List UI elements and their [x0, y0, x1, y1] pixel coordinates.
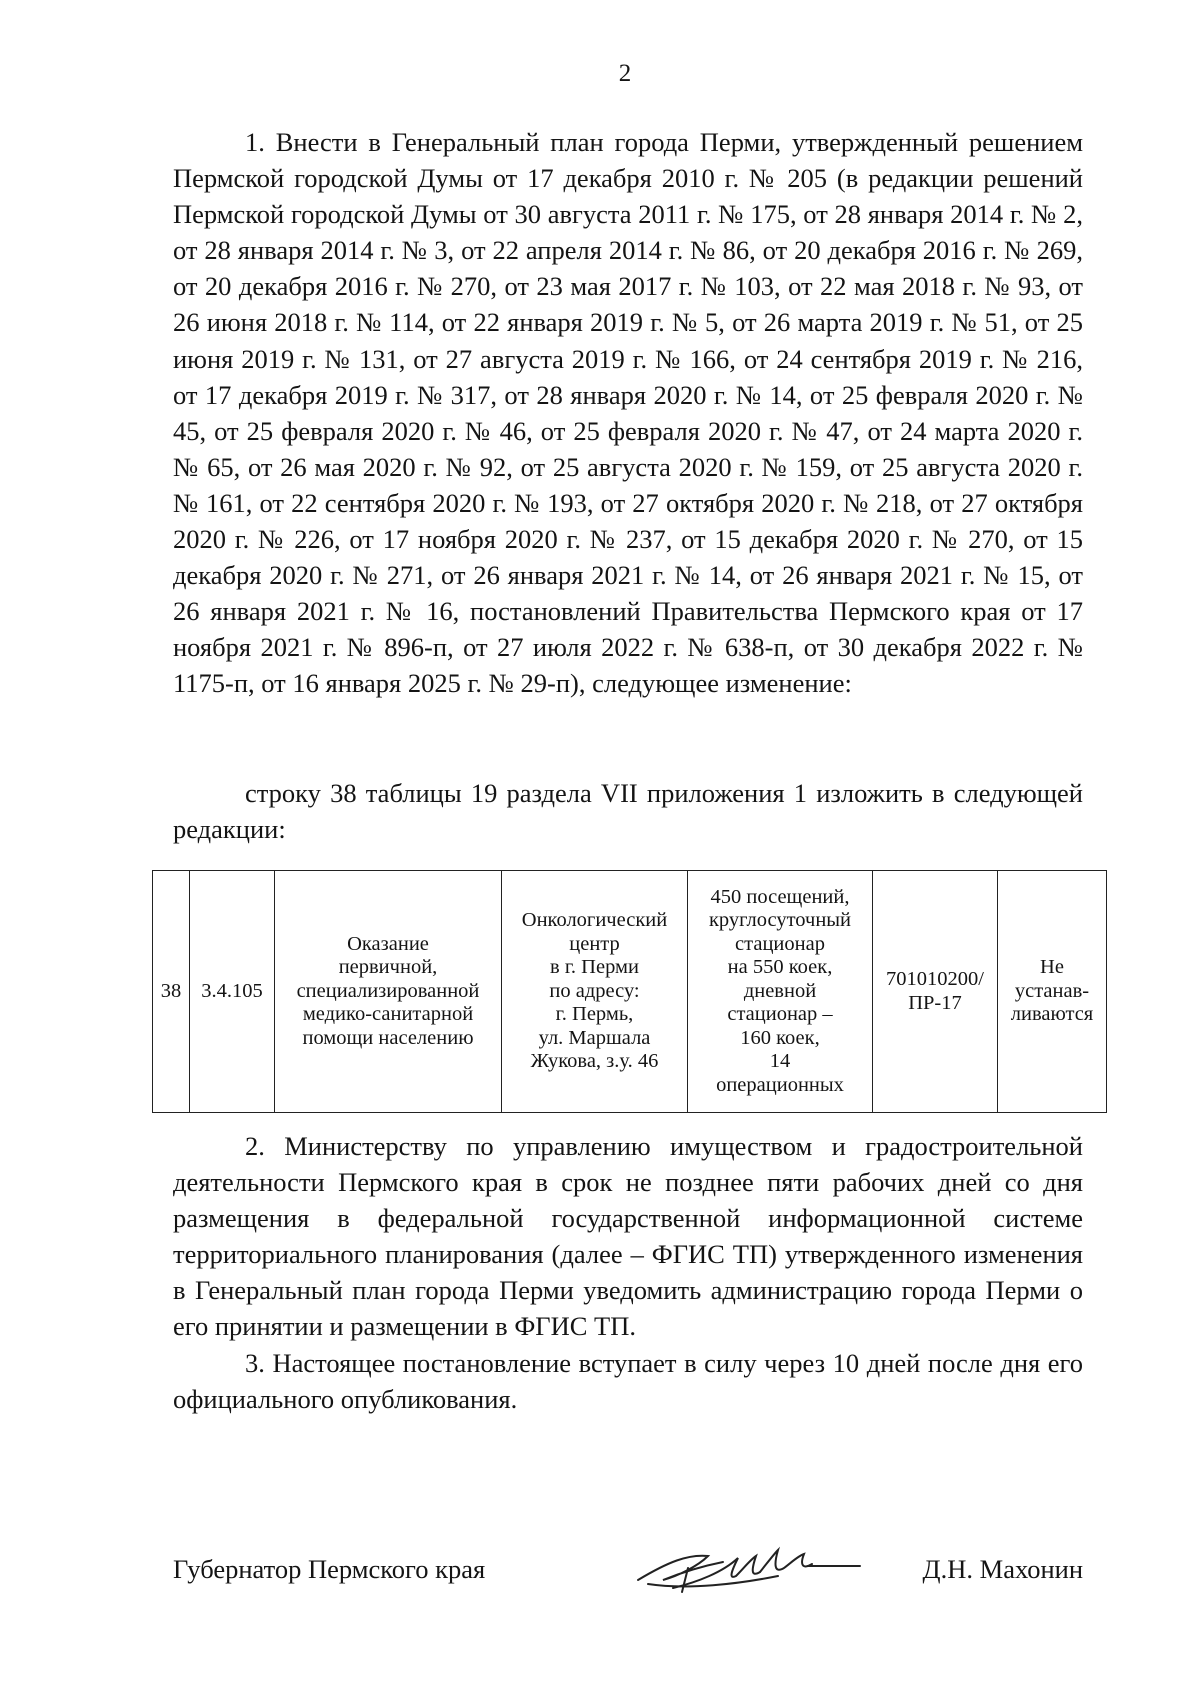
code-text: 3.4.105	[201, 979, 263, 1002]
page-number: 2	[618, 60, 632, 87]
paragraph-2-text: 2. Министерству по управлению имуществом и градостроительной деятельности Пермского края в срок не позднее пяти рабочих дней со дня размещения в федеральной государственной информационной системе территориального планирования (далее – ФГИС ТП) утвержденного изменения в Генеральный план города Перми уведомить администрацию города Перми о его принятии и размещении в ФГИС ТП.	[173, 1131, 1083, 1342]
paragraph-1-text: 1. Внести в Генеральный план города Перми, утвержденный решением Пермской городской Думы от 17 декабря 2010 г. № 205 (в редакции решений Пермской городской Думы от 30 августа 2011 г. № 175, от 28 января 2014 г. № 2, от 28 января 2014 г. № 3, от 22 апреля 2014 г. № 86, от 20 декабря 2016 г. № 269, от 20 декабря 2016 г. № 270, от 23 мая 2017 г. № 103, от 22 мая 2018 г. № 93, от 26 июня 2018 г. № 114, от 22 января 2019 г. № 5, от 26 марта 2019 г. № 51, от 25 июня 2019 г. № 131, от 27 августа 2019 г. № 166, от 24 сентября 2019 г. № 216, от 17 декабря 2019 г. № 317, от 28 января 2020 г. № 14, от 25 февраля 2020 г. № 45, от 25 февраля 2020 г. № 46, от 25 февраля 2020 г. № 47, от 24 марта 2020 г. № 65, от 26 мая 2020 г. № 92, от 25 августа 2020 г. № 159, от 25 августа 2020 г. № 161, от 22 сентября 2020 г. № 193, от 27 октября 2020 г. № 218, от 27 октября 2020 г. № 226, от 17 ноября 2020 г. № 237, от 15 декабря 2020 г. № 270, от 15 декабря 2020 г. № 271, от 26 января 2021 г. № 14, от 26 января 2021 г. № 15, от 26 января 2021 г. № 16, постановлений Правительства Пермского края от 17 ноября 2021 г. № 896-п, от 27 июля 2022 г. № 638-п, от 30 декабря 2022 г. № 1175-п, от 16 января 2025 г. № 29-п), следующее изменение:	[173, 127, 1083, 699]
signatory-name: Д.Н. Махонин	[922, 1554, 1083, 1584]
capacity-text: 450 посещений, круглосуточный стационар на 550 коек, дневной стационар – 160 коек, 14 операционных	[708, 885, 852, 1096]
table-intro-text: строку 38 таблицы 19 раздела VII приложения 1 изложить в следующей редакции:	[173, 778, 1083, 845]
row-number-text: 38	[160, 979, 182, 1002]
cell-capacity	[688, 871, 873, 1113]
cell-name-location	[502, 871, 688, 1113]
paragraph-1	[173, 124, 1083, 702]
purpose-text: Оказание первичной, специализированной медико-санитарной помощи населению	[296, 932, 480, 1049]
handwritten-signature	[628, 1532, 868, 1602]
cell-purpose	[275, 871, 502, 1113]
cell-zones	[998, 871, 1107, 1113]
cell-row-number	[153, 871, 190, 1113]
signature-block	[173, 1554, 1083, 1594]
paragraph-2	[173, 1128, 1083, 1345]
name-location-text: Онкологический центр в г. Перми по адресу: г. Пермь, ул. Маршала Жукова, з.у. 46	[521, 909, 668, 1073]
zone-code-text: 701010200/ ПР-17	[886, 968, 984, 1014]
cell-zone-code	[873, 871, 998, 1113]
cell-code	[190, 871, 275, 1113]
signatory-title: Губернатор Пермского края	[173, 1554, 486, 1584]
paragraph-3-text: 3. Настоящее постановление вступает в силу через 10 дней после дня его официального опубликования.	[173, 1348, 1083, 1415]
amendment-table	[152, 870, 1107, 1113]
zones-text: Не устанав- ливаются	[1010, 956, 1094, 1026]
paragraph-1-table-intro	[173, 775, 1083, 847]
table-row	[153, 871, 1107, 1113]
paragraph-3	[173, 1345, 1083, 1417]
